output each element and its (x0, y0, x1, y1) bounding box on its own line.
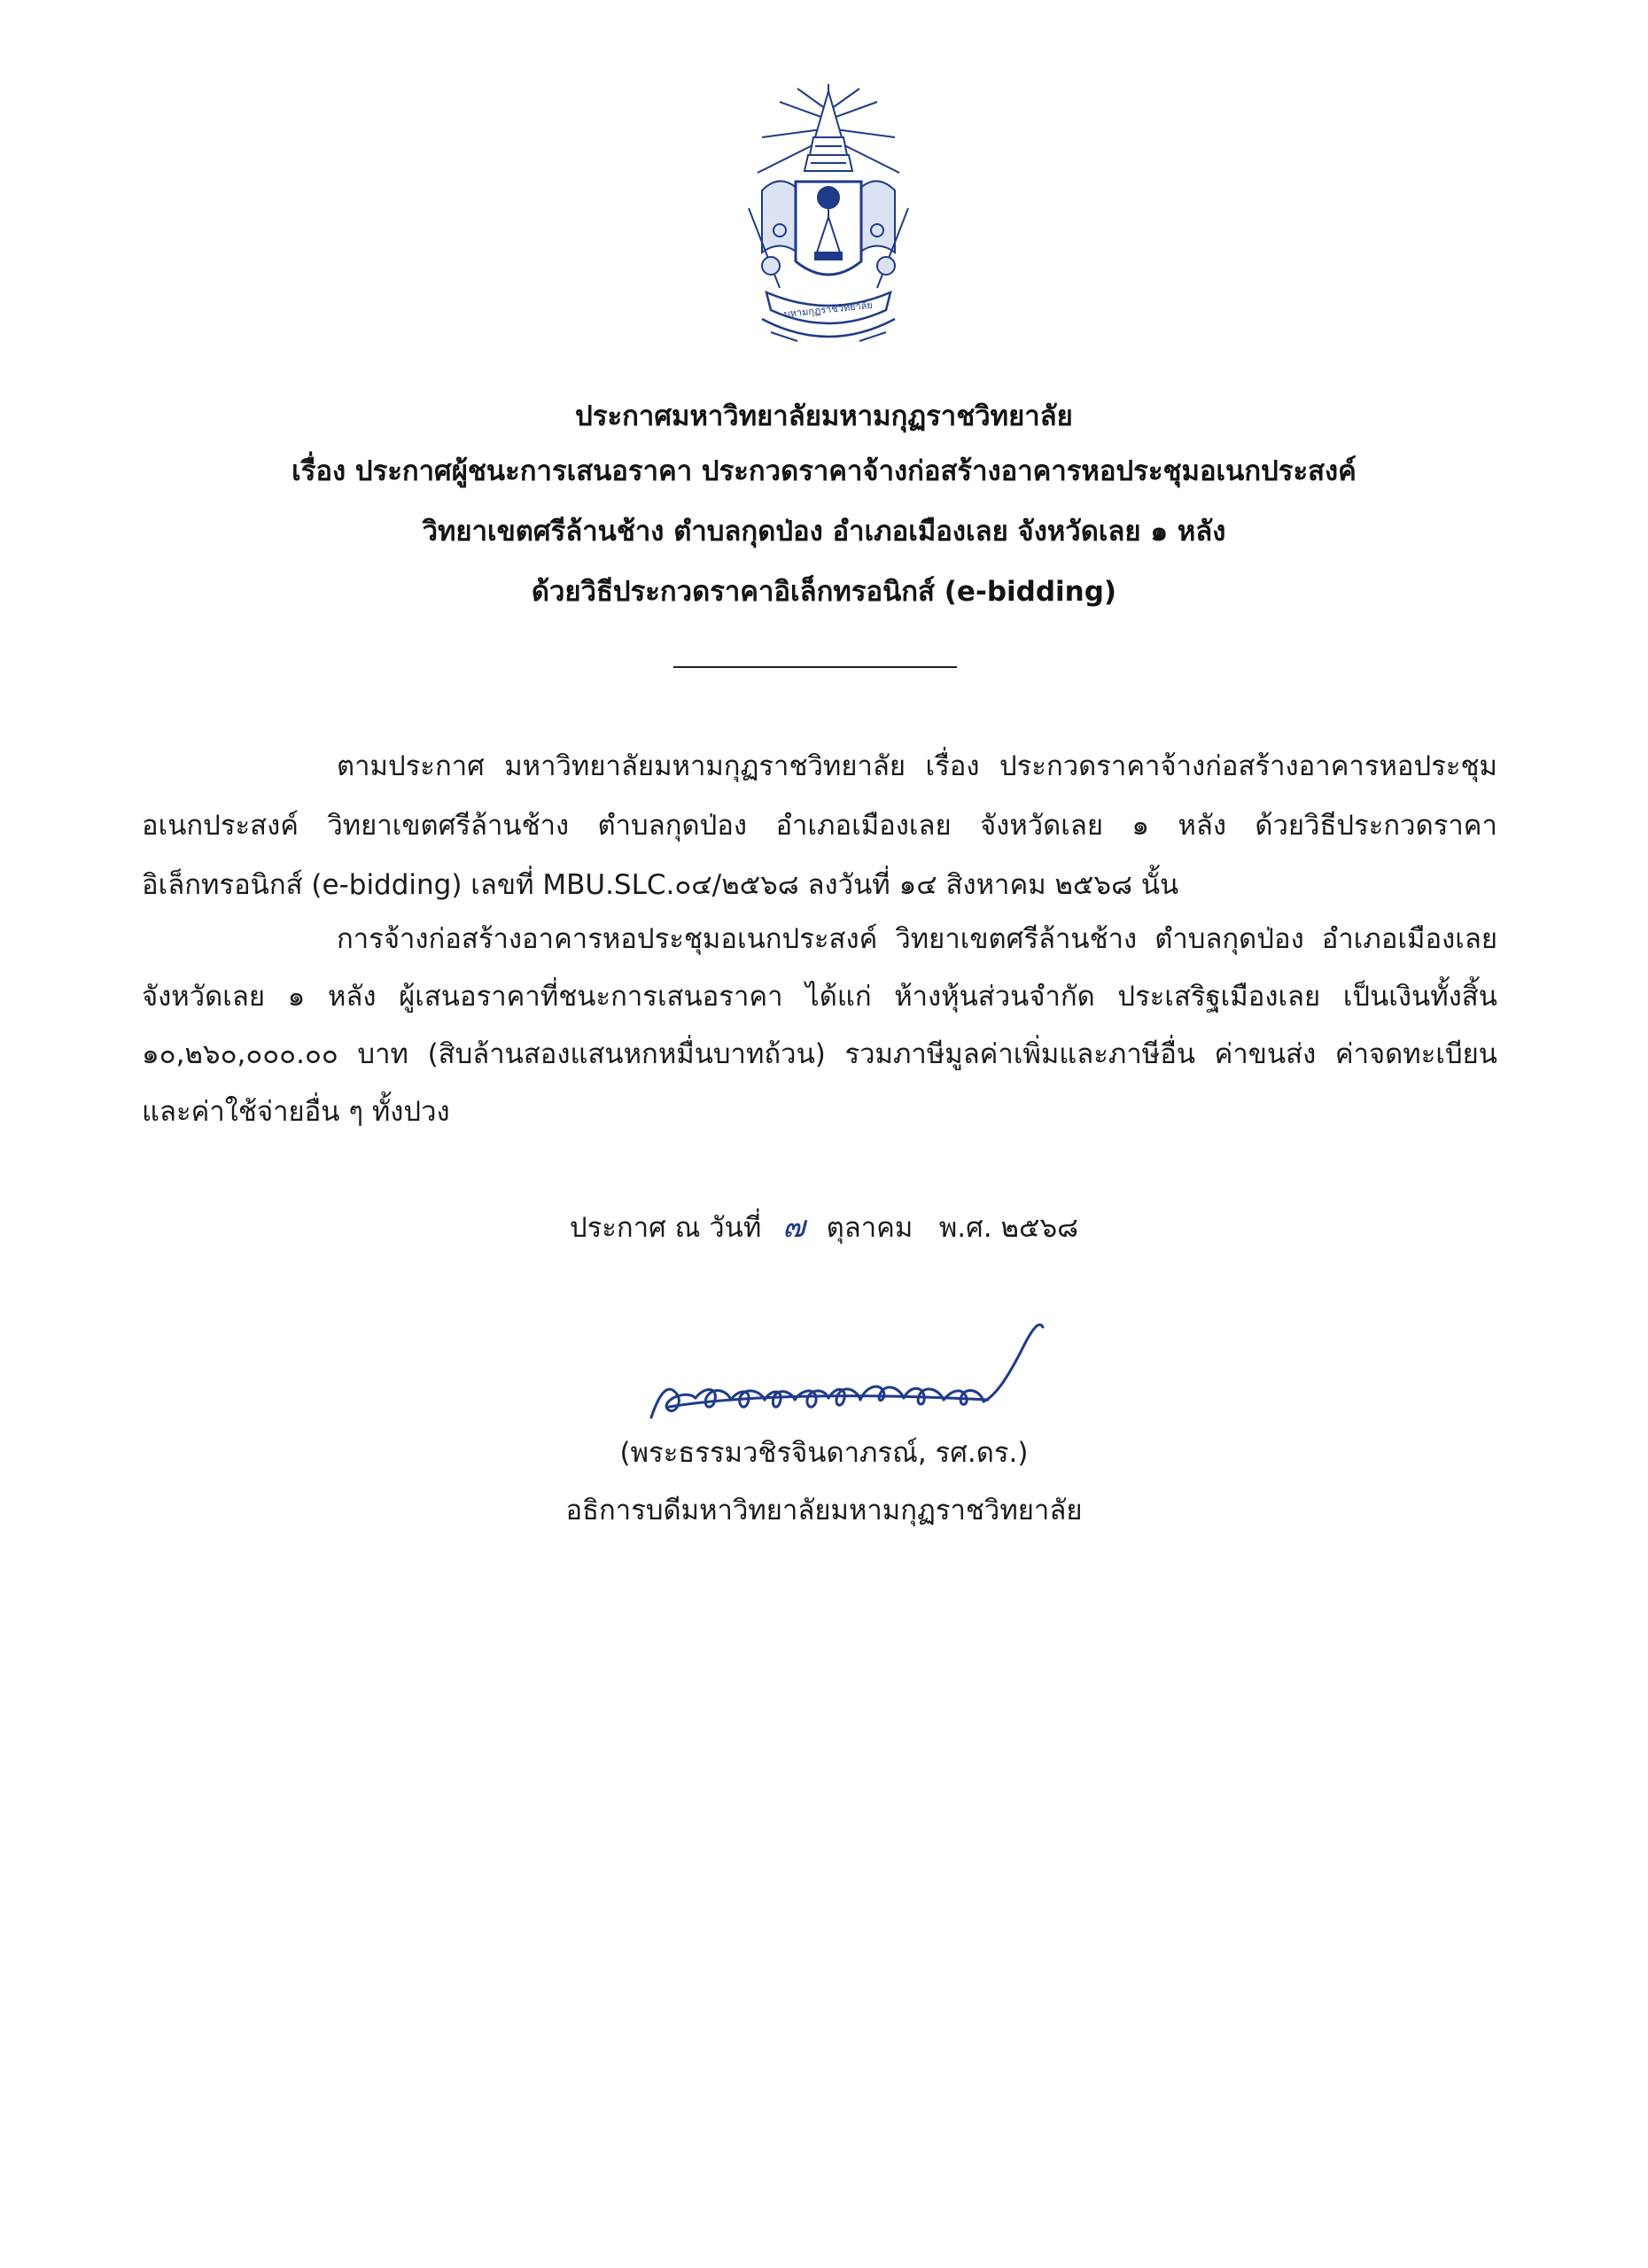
signer-name: (พระธรรมวชิรจินดาภรณ์, รศ.ดร.) (619, 1437, 1029, 1469)
svg-text:มหามกุฏราชวิทยาลัย: มหามกุฏราชวิทยาลัย (782, 299, 874, 321)
paragraph-1-line-3: อิเล็กทรอนิกส์ (e-bidding) เลขที่ MBU.SLC.๐๔/๒๕๖๘ ลงวันที่ ๑๔ สิงหาคม ๒๕๖๘ นั้น (142, 869, 1179, 901)
contract-amount: ๑๐,๒๖๐,๐๐๐.๐๐ (142, 1038, 338, 1070)
heading-divider (673, 666, 957, 668)
handwritten-signature-icon (634, 1311, 1068, 1435)
announcement-subject: เรื่อง ประกาศผู้ชนะการเสนอราคา ประกวดราคาจ้างก่อสร้างอาคารหอประชุมอเนกประสงค์ (292, 455, 1356, 487)
handwritten-day: ๗ (782, 1209, 805, 1245)
announcement-heading: ประกาศมหาวิทยาลัยมหามกุฏราชวิทยาลัย (575, 400, 1073, 432)
paragraph-2-line-3: ๑๐,๒๖๐,๐๐๐.๐๐ บาท (สิบล้านสองแสนหกหมื่นบาทถ้วน) รวมภาษีมูลค่าเพิ่มและภาษีอื่น ค่าขนส่ง ค่าจดทะเบียน (142, 1038, 1497, 1070)
paragraph-1-line-1: ตามประกาศ มหาวิทยาลัยมหามกุฏราชวิทยาลัย เรื่อง ประกวดราคาจ้างก่อสร้างอาคารหอประชุม (337, 750, 1497, 782)
paragraph-2-line-4: และค่าใช้จ่ายอื่น ๆ ทั้งปวง (142, 1096, 450, 1128)
contract-amount-words: (สิบล้านสองแสนหกหมื่นบาทถ้วน) (427, 1038, 826, 1070)
announcement-subject-method: ด้วยวิธีประกวดราคาอิเล็กทรอนิกส์ (e-bidding) (531, 576, 1117, 608)
university-emblem-icon (744, 84, 913, 354)
paragraph-2-line-1: การจ้างก่อสร้างอาคารหอประชุมอเนกประสงค์ วิทยาเขตศรีล้านช้าง ตำบลกุดป่อง อำเภอเมืองเลย (337, 923, 1497, 955)
paragraph-1-line-2: อเนกประสงค์ วิทยาเขตศรีล้านช้าง ตำบลกุดป่อง อำเภอเมืองเลย จังหวัดเลย ๑ หลัง ด้วยวิธีประกวดราคา (142, 810, 1497, 842)
announcement-subject-location: วิทยาเขตศรีล้านช้าง ตำบลกุดป่อง อำเภอเมืองเลย จังหวัดเลย ๑ หลัง (422, 516, 1226, 548)
announcement-date: ประกาศ ณ วันที่ ๗ ตุลาคม พ.ศ. ๒๕๖๘ (569, 1209, 1079, 1245)
paragraph-2-line-2: จังหวัดเลย ๑ หลัง ผู้เสนอราคาที่ชนะการเสนอราคา ได้แก่ ห้างหุ้นส่วนจำกัด ประเสริฐเมืองเลย เป็นเงินทั้งสิ้น (142, 981, 1497, 1013)
signer-title: อธิการบดีมหาวิทยาลัยมหามกุฏราชวิทยาลัย (565, 1495, 1083, 1526)
